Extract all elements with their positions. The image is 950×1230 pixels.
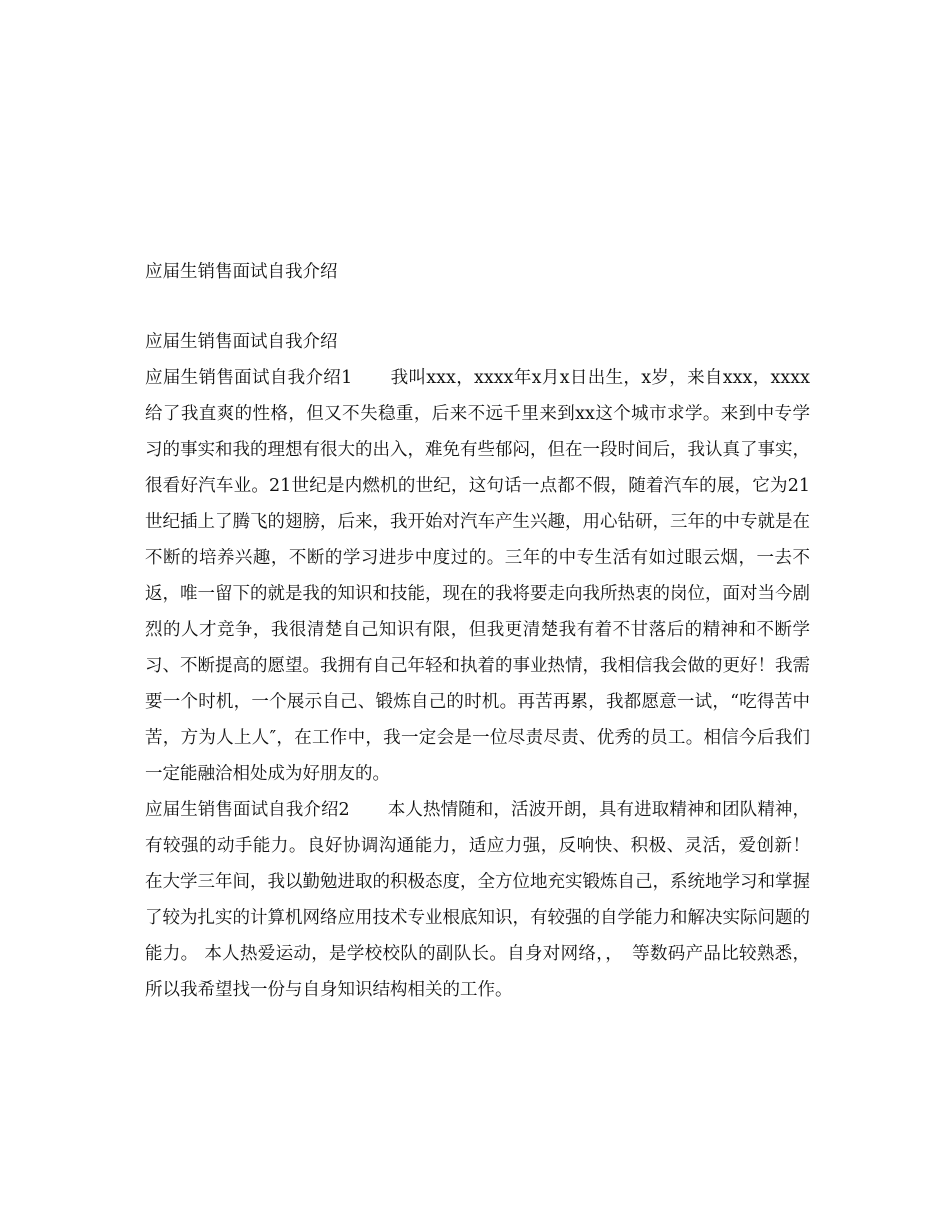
section-1-paragraph — [145, 360, 810, 792]
section-1-body: 我叫xxx，xxxx年x月x日出生，x岁，来自xxx，xxxx给了我直爽的性格，但又不失稳重，后来不远千里来到xx这个城市求学。来到中专学习的事实和我的理想有很大的出入，难免有些郁闷，但在一段时间后，我认真了事实，很看好汽车业。21世纪是内燃机的世纪，这句话一点都不假，随着汽车的展，它为21世纪插上了腾飞的翅膀，后来，我开始对汽车产生兴趣，用心钻研，三年的中专就是在不断的培养兴趣，不断的学习进步中度过的。三年的中专生活有如过眼云烟，一去不返，唯一留下的就是我的知识和技能，现在的我将要走向我所热衷的岗位，面对当今剧烈的人才竞争，我很清楚自己知识有限，但我更清楚我有着不甘落后的精神和不断学习、不断提高的愿望。我拥有自己年轻和执着的事业热情，我相信我会做的更好！我需要一个时机，一个展示自己、锻炼自己的时机。再苦再累，我都愿意一试，“吃得苦中苦，方为人上人″，在工作中，我一定会是一位尽责尽责、优秀的员工。相信今后我们一定能融洽相处成为好朋友的。 — [145, 368, 811, 784]
section-2-paragraph — [145, 792, 810, 1008]
section-2-body: 本人热情随和，活波开朗，具有进取精神和团队精神，有较强的动手能力。良好协调沟通能力，适应力强，反响快、积极、灵活，爱创新！ 在大学三年间，我以勤勉进取的积极态度，全方位地充实锻炼自己，系统地学习和掌握了较为扎实的计算机网络应用技术专业根底知识，有较强的自学能力和解决实际问题的能力。 本人热爱运动，是学校校队的副队长。自身对网络，， 等数码产品比较熟悉，所以我希望找一份与自身知识结构相关的工作。 — [145, 800, 811, 1000]
section-2-heading: 应届生销售面试自我介绍2 — [145, 800, 350, 820]
document-title: 应届生销售面试自我介绍 — [145, 262, 338, 282]
document-subtitle: 应届生销售面试自我介绍 — [145, 332, 338, 352]
document-body — [145, 254, 810, 1008]
section-1-heading: 应届生销售面试自我介绍1 — [145, 368, 353, 388]
